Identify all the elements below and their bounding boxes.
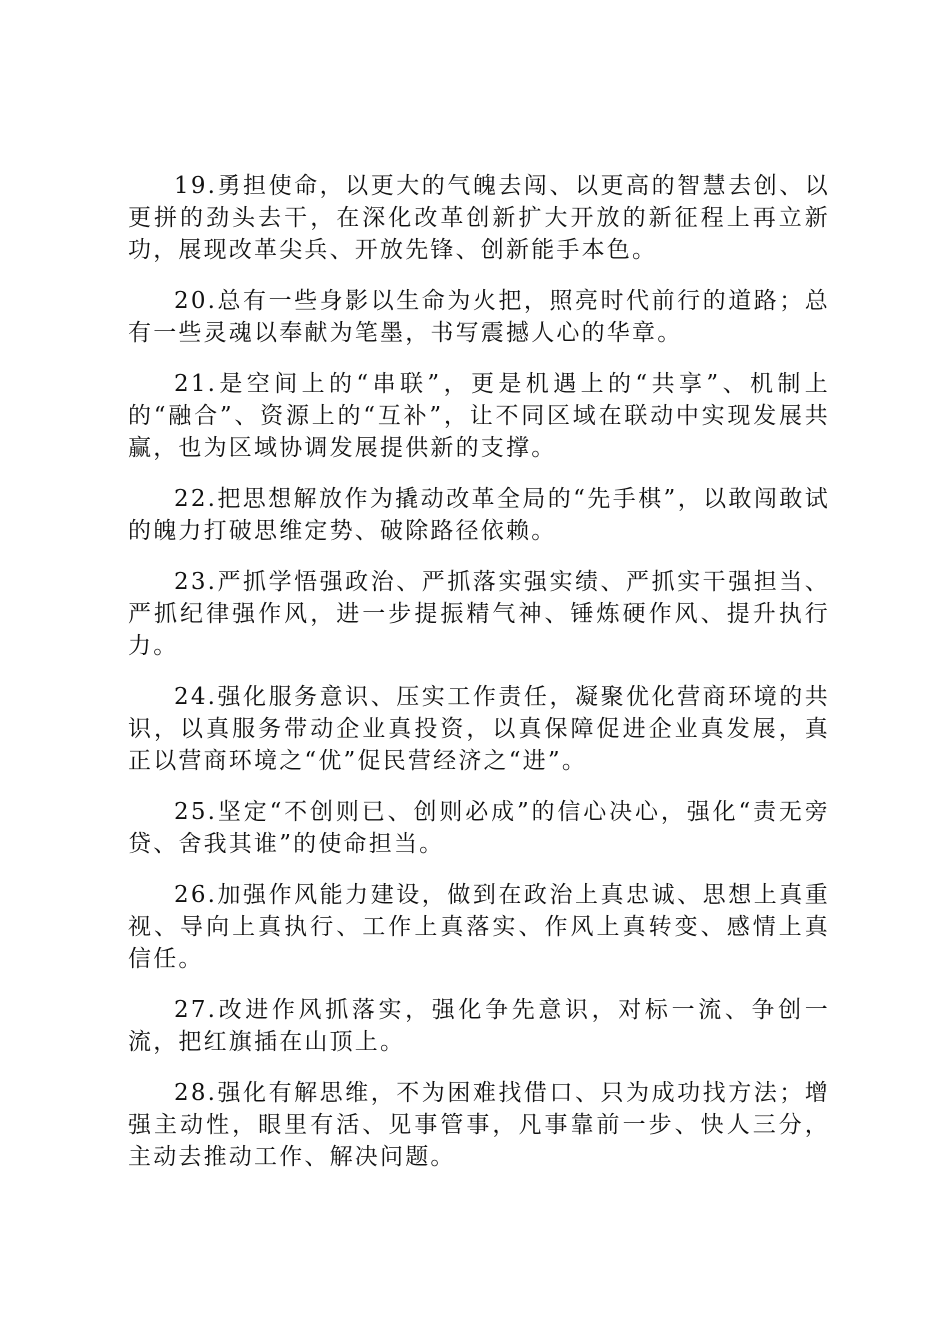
paragraph-25: 25.坚定“不创则已、创则必成”的信心决心，强化“责无旁贷、舍我其谁”的使命担当。 bbox=[128, 799, 830, 857]
paragraph-28: 28.强化有解思维，不为困难找借口、只为成功找方法；增强主动性，眼里有活、见事管事，凡事靠前一步、快人三分，主动去推动工作、解决问题。 bbox=[128, 1080, 830, 1170]
paragraph-21: 21.是空间上的“串联”，更是机遇上的“共享”、机制上的“融合”、资源上的“互补”，让不同区域在联动中实现发展共赢，也为区域协调发展提供新的支撑。 bbox=[128, 371, 830, 461]
paragraph-27: 27.改进作风抓落实，强化争先意识，对标一流、争创一流，把红旗插在山顶上。 bbox=[128, 997, 830, 1055]
paragraph-24: 24.强化服务意识、压实工作责任，凝聚优化营商环境的共识，以真服务带动企业真投资，以真保障促进企业真发展，真正以营商环境之“优”促民营经济之“进”。 bbox=[128, 684, 830, 774]
paragraph-26: 26.加强作风能力建设，做到在政治上真忠诚、思想上真重视、导向上真执行、工作上真落实、作风上真转变、感情上真信任。 bbox=[128, 882, 830, 972]
paragraph-23: 23.严抓学悟强政治、严抓落实强实绩、严抓实干强担当、严抓纪律强作风，进一步提振精气神、锤炼硬作风、提升执行力。 bbox=[128, 569, 830, 659]
paragraph-20: 20.总有一些身影以生命为火把，照亮时代前行的道路；总有一些灵魂以奉献为笔墨，书写震撼人心的华章。 bbox=[128, 288, 830, 346]
paragraph-22: 22.把思想解放作为撬动改革全局的“先手棋”，以敢闯敢试的魄力打破思维定势、破除路径依赖。 bbox=[128, 486, 830, 544]
document-body bbox=[128, 170, 830, 1192]
paragraph-19: 19.勇担使命，以更大的气魄去闯、以更高的智慧去创、以更拼的劲头去干，在深化改革创新扩大开放的新征程上再立新功，展现改革尖兵、开放先锋、创新能手本色。 bbox=[128, 173, 830, 263]
